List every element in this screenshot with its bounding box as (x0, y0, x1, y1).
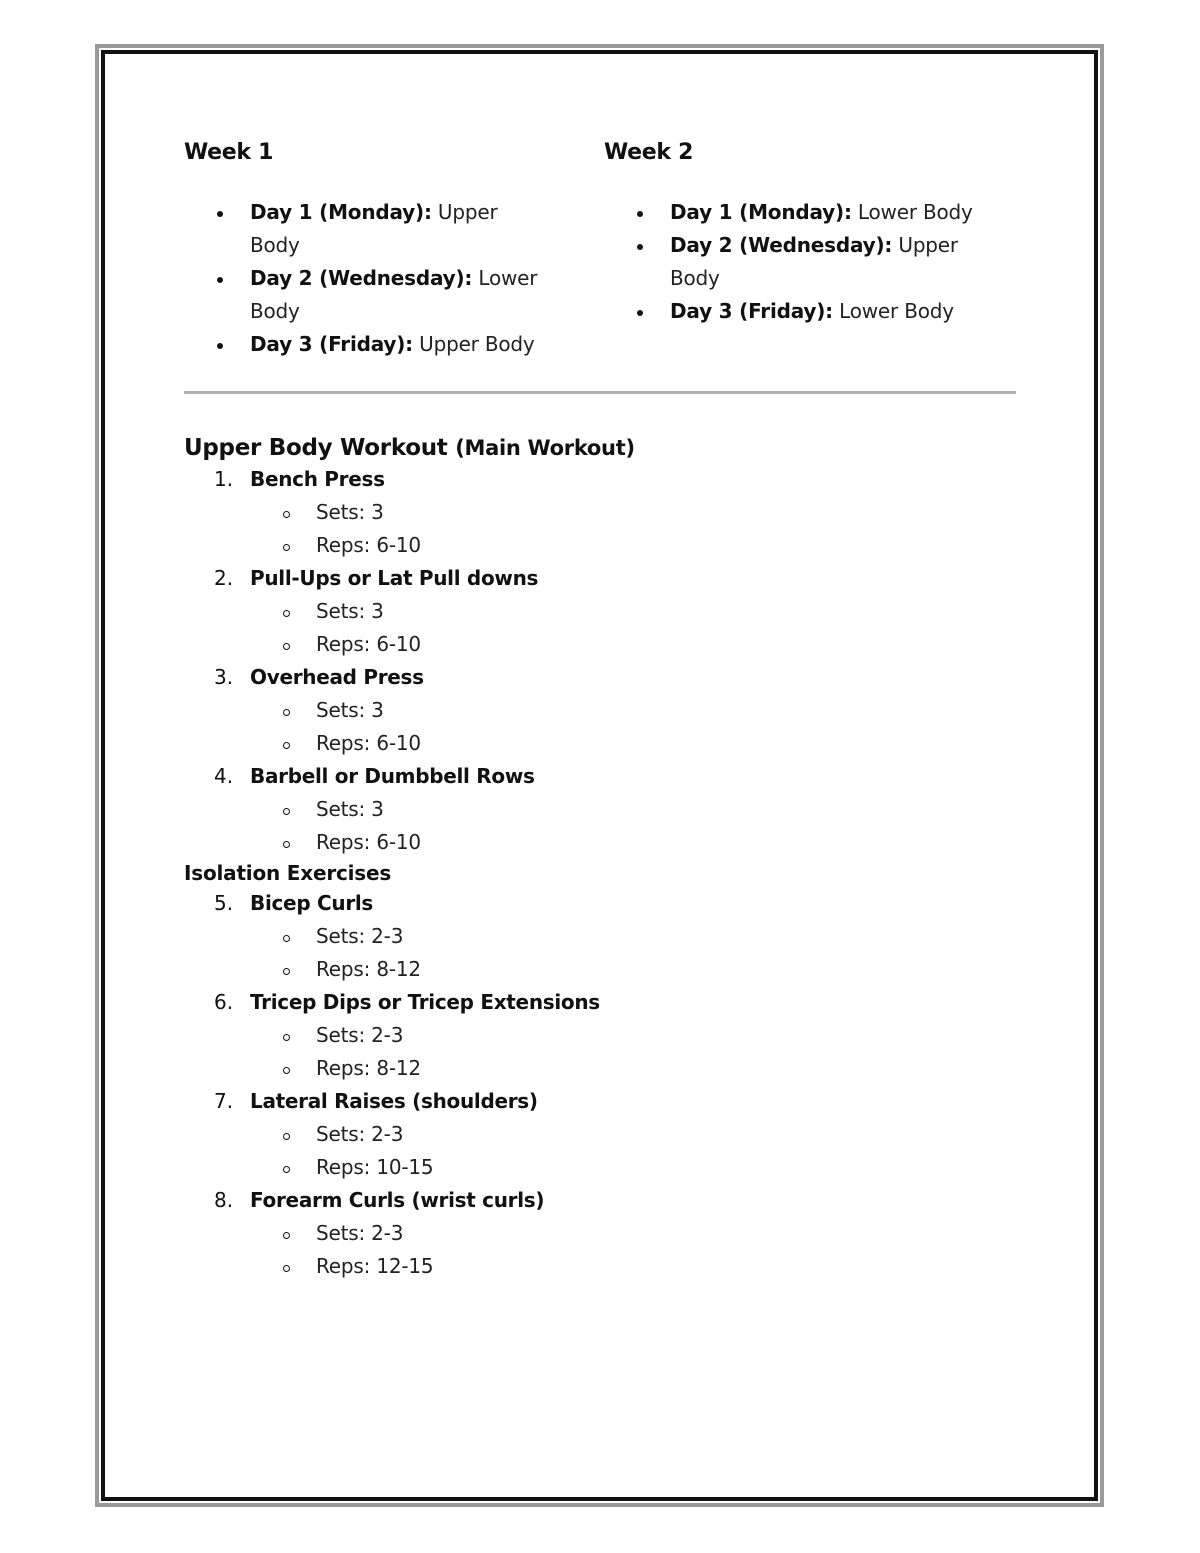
horizontal-divider (184, 391, 1016, 394)
circle-bullet-icon (283, 1034, 290, 1041)
exercise-details (250, 694, 1024, 760)
weekly-schedule (184, 139, 1024, 361)
exercise-name: Overhead Press (250, 665, 424, 689)
circle-bullet-icon (283, 544, 290, 551)
bullet-icon (217, 343, 223, 349)
circle-bullet-icon (283, 1232, 290, 1239)
exercise-details (250, 1019, 1024, 1085)
circle-bullet-icon (283, 808, 290, 815)
upper-body-section-title (184, 433, 1024, 463)
week-2-column (604, 139, 1024, 361)
bullet-icon (217, 211, 223, 217)
day-workout: Lower Body (851, 200, 973, 224)
day-workout: Lower Body (832, 299, 954, 323)
reps-item (316, 1052, 1024, 1085)
bullet-icon (637, 211, 643, 217)
bullet-icon (637, 310, 643, 316)
list-item (250, 196, 550, 262)
reps-item (316, 1151, 1024, 1184)
section-title-paren: (Main Workout) (455, 436, 635, 460)
sets-text: Sets: 3 (316, 797, 384, 821)
exercise-details (250, 1217, 1024, 1283)
week-1-day-list (184, 196, 604, 361)
circle-bullet-icon (283, 742, 290, 749)
exercise-item (184, 661, 1024, 760)
day-label: Day 2 (Wednesday): (250, 266, 473, 290)
exercise-details (250, 920, 1024, 986)
reps-text: Reps: 6-10 (316, 632, 421, 656)
exercise-item (184, 986, 1024, 1085)
circle-bullet-icon (283, 610, 290, 617)
reps-item (316, 628, 1024, 661)
exercise-details (250, 793, 1024, 859)
day-label: Day 1 (Monday): (250, 200, 432, 224)
isolation-exercise-list (184, 887, 1024, 1283)
exercise-number: 3. (214, 665, 234, 689)
sets-text: Sets: 3 (316, 599, 384, 623)
circle-bullet-icon (283, 1265, 290, 1272)
day-workout: Upper Body (250, 200, 498, 257)
week-1-column (184, 139, 604, 361)
exercise-item (184, 1085, 1024, 1184)
day-workout: Lower Body (250, 266, 538, 323)
reps-item (316, 727, 1024, 760)
circle-bullet-icon (283, 935, 290, 942)
exercise-item (184, 463, 1024, 562)
reps-item (316, 1250, 1024, 1283)
day-workout: Upper Body (670, 233, 958, 290)
exercise-item (184, 760, 1024, 859)
circle-bullet-icon (283, 968, 290, 975)
exercise-name: Barbell or Dumbbell Rows (250, 764, 535, 788)
list-item (250, 328, 550, 361)
exercise-number: 1. (214, 467, 234, 491)
reps-text: Reps: 8-12 (316, 1056, 421, 1080)
circle-bullet-icon (283, 1166, 290, 1173)
circle-bullet-icon (283, 709, 290, 716)
week-2-day-list (604, 196, 1024, 328)
sets-item (316, 793, 1024, 826)
exercise-number: 4. (214, 764, 234, 788)
circle-bullet-icon (283, 841, 290, 848)
day-workout: Upper Body (412, 332, 535, 356)
circle-bullet-icon (283, 1067, 290, 1074)
exercise-item (184, 562, 1024, 661)
section-title-main: Upper Body Workout (184, 435, 456, 461)
exercise-name: Pull-Ups or Lat Pull downs (250, 566, 539, 590)
exercise-number: 5. (214, 891, 234, 915)
reps-text: Reps: 6-10 (316, 533, 421, 557)
circle-bullet-icon (283, 1133, 290, 1140)
exercise-details (250, 595, 1024, 661)
exercise-number: 6. (214, 990, 234, 1014)
list-item (670, 295, 990, 328)
exercise-number: 8. (214, 1188, 234, 1212)
document-content (184, 139, 1024, 1283)
week-2-title: Week 2 (604, 140, 694, 165)
sets-item (316, 496, 1024, 529)
sets-text: Sets: 2-3 (316, 924, 404, 948)
exercise-name: Bench Press (250, 467, 385, 491)
exercise-item (184, 887, 1024, 986)
day-label: Day 3 (Friday): (670, 299, 833, 323)
exercise-name: Bicep Curls (250, 891, 374, 915)
sets-text: Sets: 2-3 (316, 1221, 404, 1245)
reps-text: Reps: 6-10 (316, 830, 421, 854)
circle-bullet-icon (283, 511, 290, 518)
exercise-item (184, 1184, 1024, 1283)
main-exercise-list (184, 463, 1024, 859)
sets-text: Sets: 2-3 (316, 1023, 404, 1047)
sets-item (316, 1118, 1024, 1151)
day-label: Day 3 (Friday): (250, 332, 413, 356)
day-label: Day 1 (Monday): (670, 200, 852, 224)
reps-text: Reps: 6-10 (316, 731, 421, 755)
isolation-section-title: Isolation Exercises (184, 861, 392, 885)
week-1-title: Week 1 (184, 140, 274, 165)
reps-text: Reps: 10-15 (316, 1155, 434, 1179)
sets-item (316, 1019, 1024, 1052)
bullet-icon (637, 244, 643, 250)
sets-text: Sets: 3 (316, 698, 384, 722)
reps-text: Reps: 12-15 (316, 1254, 434, 1278)
sets-item (316, 595, 1024, 628)
sets-text: Sets: 3 (316, 500, 384, 524)
sets-text: Sets: 2-3 (316, 1122, 404, 1146)
reps-item (316, 529, 1024, 562)
bullet-icon (217, 277, 223, 283)
list-item (250, 262, 550, 328)
exercise-number: 2. (214, 566, 234, 590)
sets-item (316, 920, 1024, 953)
list-item (670, 196, 990, 229)
day-label: Day 2 (Wednesday): (670, 233, 893, 257)
exercise-name: Lateral Raises (shoulders) (250, 1089, 538, 1113)
list-item (670, 229, 990, 295)
exercise-name: Tricep Dips or Tricep Extensions (250, 990, 600, 1014)
reps-text: Reps: 8-12 (316, 957, 421, 981)
exercise-details (250, 496, 1024, 562)
exercise-name: Forearm Curls (wrist curls) (250, 1188, 545, 1212)
circle-bullet-icon (283, 643, 290, 650)
sets-item (316, 694, 1024, 727)
exercise-details (250, 1118, 1024, 1184)
reps-item (316, 953, 1024, 986)
reps-item (316, 826, 1024, 859)
sets-item (316, 1217, 1024, 1250)
exercise-number: 7. (214, 1089, 234, 1113)
